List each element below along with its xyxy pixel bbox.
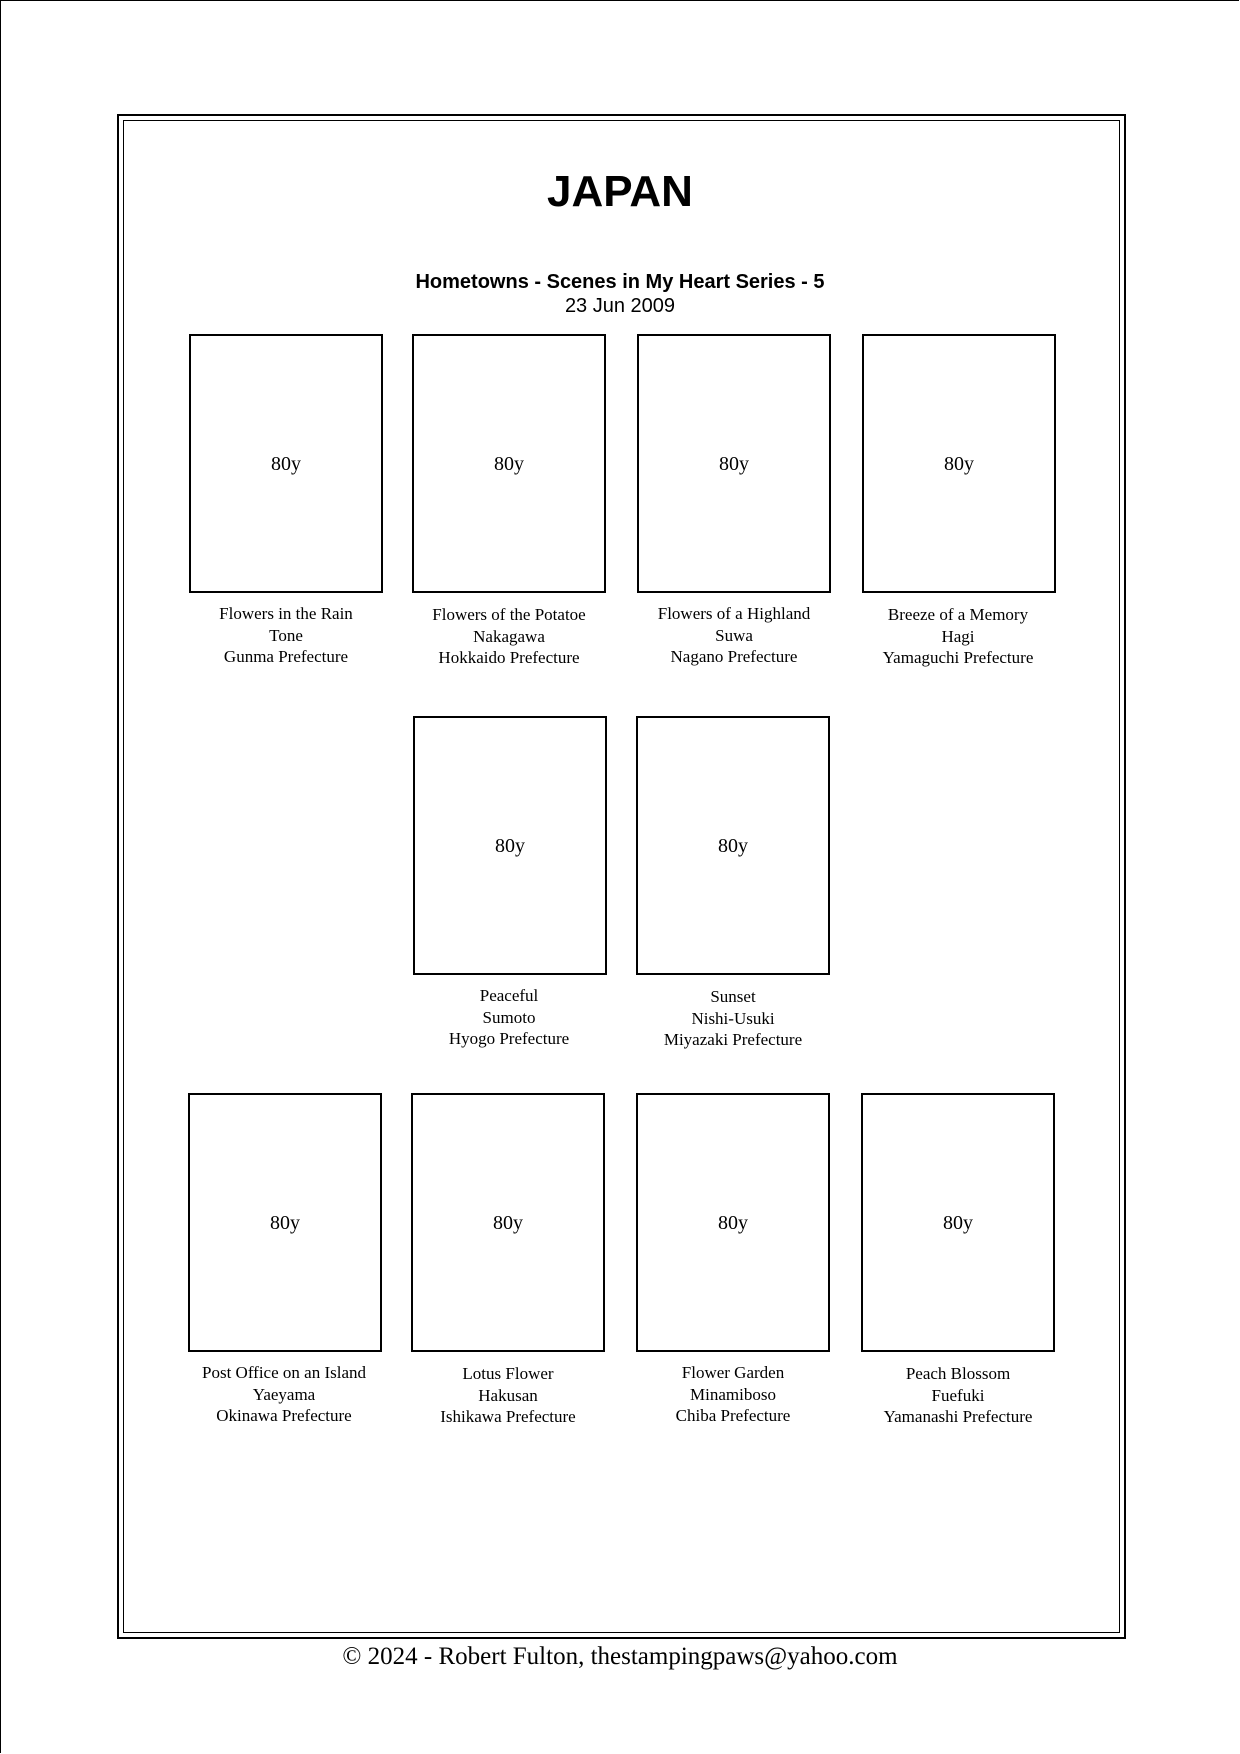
caption-prefecture: Hyogo Prefecture [448,1029,570,1048]
stamp-caption [166,603,406,668]
stamp-caption [613,986,853,1051]
caption-prefecture: Chiba Prefecture [675,1406,791,1425]
stamp-denomination: 80y [495,835,525,857]
stamp-denomination: 80y [270,1212,300,1234]
stamp-denomination: 80y [494,453,524,475]
caption-title: Flowers in the Rain [219,604,353,623]
stamp-denomination: 80y [943,1212,973,1234]
caption-prefecture: Nagano Prefecture [670,647,798,666]
stamp-denomination: 80y [944,453,974,475]
caption-city: Suwa [715,625,753,645]
caption-prefecture: Ishikawa Prefecture [440,1407,576,1426]
issue-date: 23 Jun 2009 [564,295,676,317]
stamp-caption [838,1363,1078,1428]
copyright-footer: © 2024 - Robert Fulton, thestampingpaws@yahoo.com [342,1643,898,1670]
stamp-caption [164,1362,404,1427]
caption-title: Peach Blossom [905,1364,1011,1383]
stamp-space [412,334,606,593]
stamp-denomination: 80y [718,835,748,857]
stamp-space [189,334,383,593]
stamp-caption [614,603,854,668]
caption-title: Sunset [710,987,756,1006]
stamp-space [861,1093,1055,1352]
caption-title: Flower Garden [681,1363,785,1382]
caption-city: Yaeyama [252,1384,316,1404]
page-title: JAPAN [547,167,693,216]
caption-title: Post Office on an Island [202,1363,366,1382]
caption-city: Hakusan [478,1385,538,1405]
stamp-denomination: 80y [719,453,749,475]
caption-title: Lotus Flower [462,1364,554,1383]
caption-prefecture: Hokkaido Prefecture [438,648,580,667]
caption-title: Breeze of a Memory [887,605,1029,624]
stamp-caption [388,1363,628,1428]
caption-title: Flowers of a Highland [657,604,811,623]
stamp-denomination: 80y [493,1212,523,1234]
stamp-denomination: 80y [718,1212,748,1234]
stamp-space [862,334,1056,593]
stamp-space [411,1093,605,1352]
caption-city: Nakagawa [473,626,545,646]
caption-title: Peaceful [479,986,539,1005]
stamp-space [637,334,831,593]
caption-title: Flowers of the Potatoe [432,605,586,624]
stamp-space [188,1093,382,1352]
caption-city: Minamiboso [690,1384,776,1404]
stamp-caption [613,1362,853,1427]
stamp-denomination: 80y [271,453,301,475]
caption-prefecture: Gunma Prefecture [223,647,349,666]
caption-prefecture: Yamanashi Prefecture [883,1407,1033,1426]
stamp-space [636,1093,830,1352]
caption-city: Nishi-Usuki [691,1008,775,1028]
caption-city: Fuefuki [931,1385,985,1405]
caption-city: Hagi [941,626,975,646]
caption-prefecture: Okinawa Prefecture [216,1406,352,1425]
stamp-caption [389,985,629,1050]
caption-prefecture: Yamaguchi Prefecture [882,648,1034,667]
series-title: Hometowns - Scenes in My Heart Series - 5 [415,271,825,293]
stamp-caption [838,604,1078,669]
stamp-caption [389,604,629,669]
stamp-space [413,716,607,975]
caption-city: Tone [269,625,303,645]
caption-city: Sumoto [482,1007,536,1027]
caption-prefecture: Miyazaki Prefecture [663,1030,803,1049]
stamp-space [636,716,830,975]
